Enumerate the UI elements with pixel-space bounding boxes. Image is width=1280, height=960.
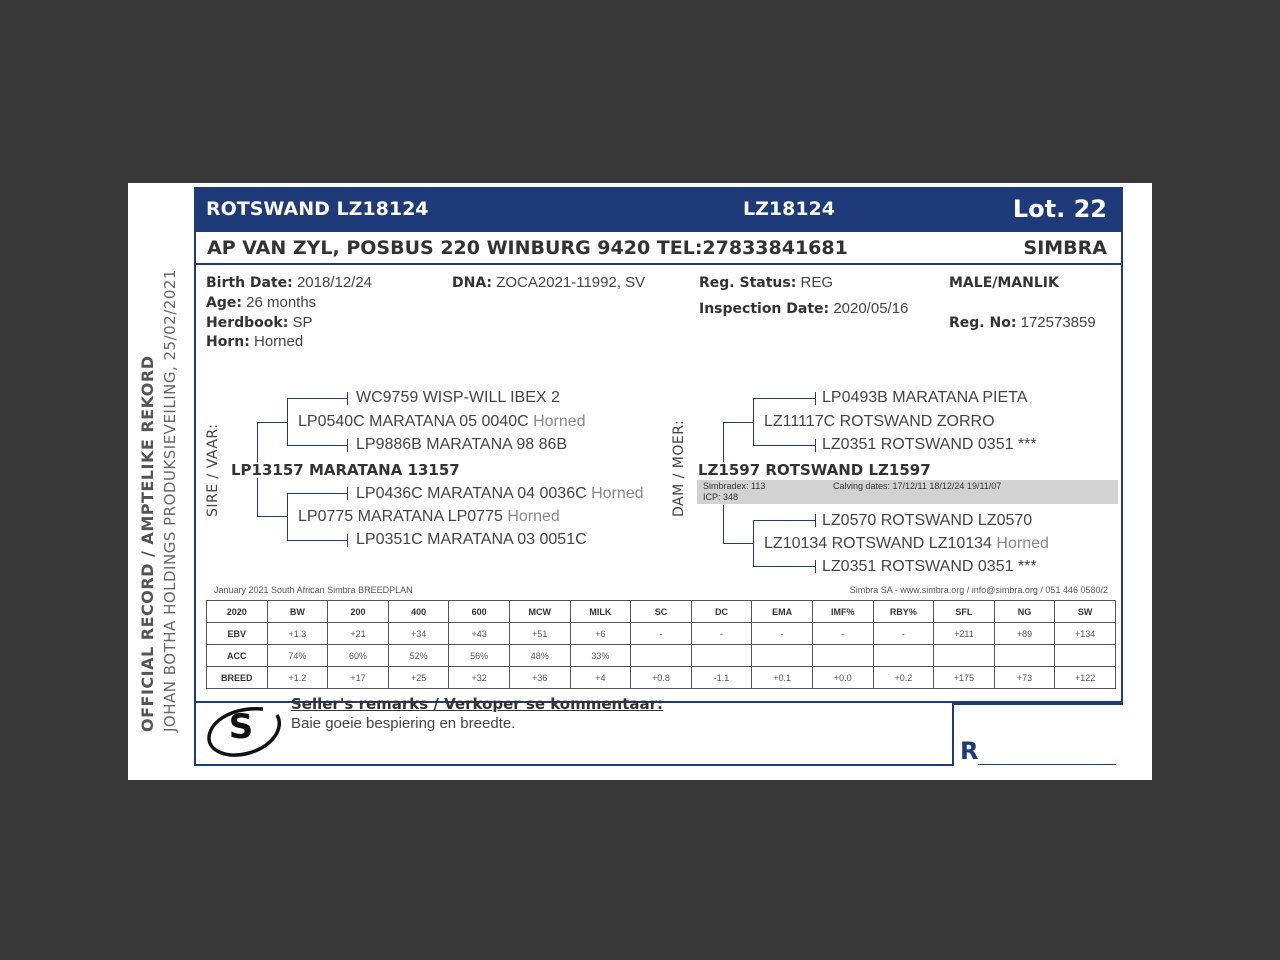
dam-stats-bar	[697, 480, 1118, 504]
inspection-date: Inspection Date: 2020/05/16	[699, 300, 909, 317]
animal-reg-number: LZ18124	[743, 198, 835, 220]
dam-sire-sire: LP0493B MARATANA PIETA	[822, 389, 1028, 406]
sire-dam-sire: LP0436C MARATANA 04 0036C Horned	[356, 485, 644, 502]
dam-dam-dam: LZ0351 ROTSWAND 0351 ***	[822, 558, 1037, 575]
side-caption	[137, 202, 181, 732]
dna: DNA: ZOCA2021-11992, SV	[452, 274, 646, 291]
owner-bar	[194, 232, 1123, 265]
breedplan-table	[206, 600, 1116, 689]
reg-number: Reg. No: 172573859	[949, 314, 1096, 331]
logo-letter: S	[228, 707, 254, 747]
simbradex: Simbradex: 113	[703, 481, 766, 491]
table-row: EBV +1.3 +21 +34 +43 +51 +6 - - - - - +211 +89 +134	[207, 623, 1116, 645]
reg-status: Reg. Status: REG	[699, 274, 833, 291]
sellers-remarks	[291, 695, 663, 732]
price-currency-label: R	[960, 737, 979, 765]
calving-dates: Calving dates: 17/12/11 18/12/24 19/11/07	[833, 481, 1002, 491]
herdbook: Herdbook: SP	[206, 314, 313, 331]
age: Age: 26 months	[206, 294, 317, 311]
dam-sire: LZ11117C ROTSWAND ZORRO	[764, 413, 995, 430]
animal-name: ROTSWAND LZ18124	[206, 198, 429, 220]
price-line[interactable]	[978, 764, 1116, 765]
price-box	[953, 703, 1123, 766]
remarks-body: Baie goeie bespiering en breedte.	[291, 715, 516, 732]
dam-label: DAM / MOER:	[671, 419, 687, 517]
sire-name: LP13157 MARATANA 13157	[231, 461, 460, 479]
dam-dam: LZ10134 ROTSWAND LZ10134 Horned	[764, 535, 1049, 552]
horn-status: Horn: Horned	[206, 333, 304, 350]
remarks-title: Seller's remarks / Verkoper se kommentaar:	[291, 695, 664, 713]
table-header-row: 2020 BW 200 400 600 MCW MILK SC DC EMA IMF% RBY% SFL NG SW	[207, 601, 1116, 623]
dam-dam-sire: LZ0570 ROTSWAND LZ0570	[822, 512, 1033, 529]
breedplan-note: January 2021 South African Simbra BREEDPLAN	[214, 585, 413, 595]
simbra-logo	[205, 701, 285, 761]
sex: MALE/MANLIK	[949, 275, 1059, 291]
title-bar	[194, 187, 1123, 232]
icp: ICP: 348	[703, 492, 739, 502]
owner-address: AP VAN ZYL, POSBUS 220 WINBURG 9420 TEL:27833841681	[207, 237, 848, 259]
official-record-label: OFFICIAL RECORD / AMPTELIKE REKORD	[138, 355, 157, 732]
auction-label: JOHAN BOTHA HOLDINGS PRODUKSIEVEILING, 25/02/2021	[161, 269, 179, 732]
breed-name: SIMBRA	[1023, 237, 1107, 259]
sire-label: SIRE / VAAR:	[205, 423, 221, 517]
dam-sire-dam: LZ0351 ROTSWAND 0351 ***	[822, 436, 1037, 453]
birth-date: Birth Date: 2018/12/24	[206, 274, 373, 291]
dam-name: LZ1597 ROTSWAND LZ1597	[698, 461, 931, 479]
sire-sire-dam: LP9886B MARATANA 98 86B	[356, 436, 568, 453]
sire-dam-dam: LP0351C MARATANA 03 0051C	[356, 531, 587, 548]
table-row: ACC 74% 60% 52% 56% 48% 33%	[207, 645, 1116, 667]
sire-sire-sire: WC9759 WISP-WILL IBEX 2	[356, 389, 560, 406]
sire-sire: LP0540C MARATANA 05 0040C Horned	[298, 413, 586, 430]
simbra-contact: Simbra SA - www.simbra.org / info@simbra.org / 051 446 0580/2	[849, 585, 1108, 595]
table-row: BREED +1.2 +17 +25 +32 +36 +4 +0.8 -1.1 +0.1 +0.0 +0.2 +175 +73 +122	[207, 667, 1116, 689]
sire-dam: LP0775 MARATANA LP0775 Horned	[298, 508, 560, 525]
lot-number: Lot. 22	[1012, 195, 1107, 223]
